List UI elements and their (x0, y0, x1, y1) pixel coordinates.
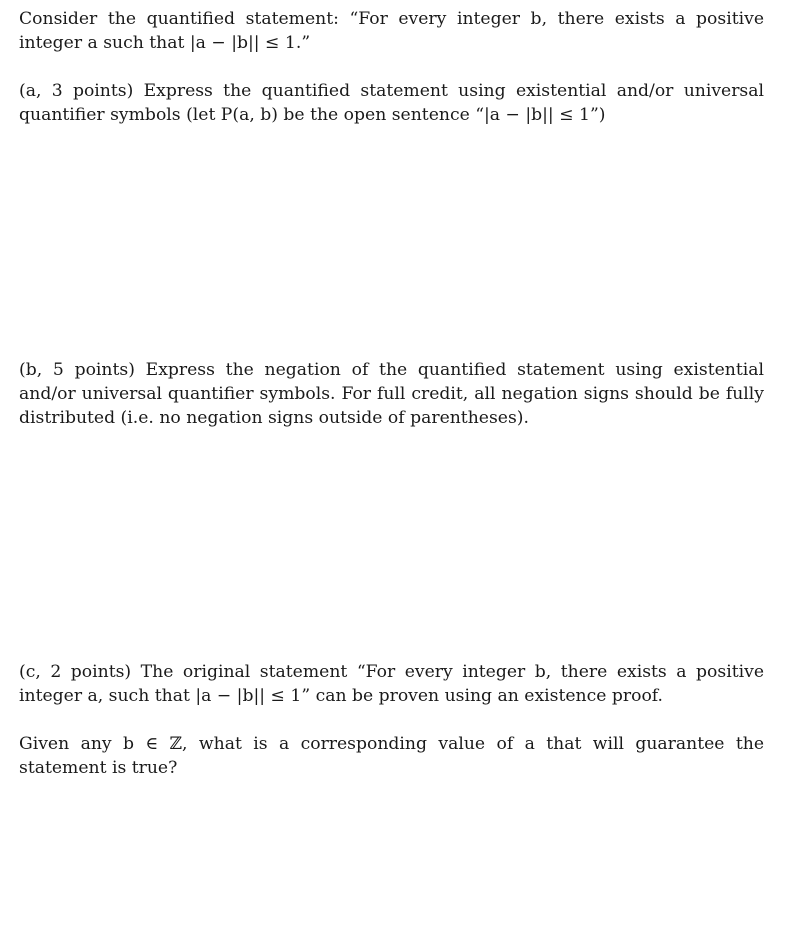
question-part-a: (a, 3 points) Express the quantified statement using existential and/or universal quantifier symbols (let P(a, b) be the open sentence “|a − |b|| ≤ 1”) (19, 81, 764, 125)
question-part-b: (b, 5 points) Express the negation of the quantified statement using existential and/or universal quantifier symbols. For full credit, all negation signs should be fully distributed (i.e. no negation signs outside of parentheses). (19, 360, 764, 428)
question-part-c: (c, 2 points) The original statement “For every integer b, there exists a positive integer a, such that |a − |b|| ≤ 1” can be proven using an existence proof. (19, 662, 764, 706)
question-part-c-prompt: Given any b ∈ ℤ, what is a corresponding value of a that will guarantee the statement is true? (19, 734, 764, 778)
intro-statement: Consider the quantified statement: “For every integer b, there exists a positive integer a such that |a − |b|| ≤ 1.” (19, 9, 764, 53)
